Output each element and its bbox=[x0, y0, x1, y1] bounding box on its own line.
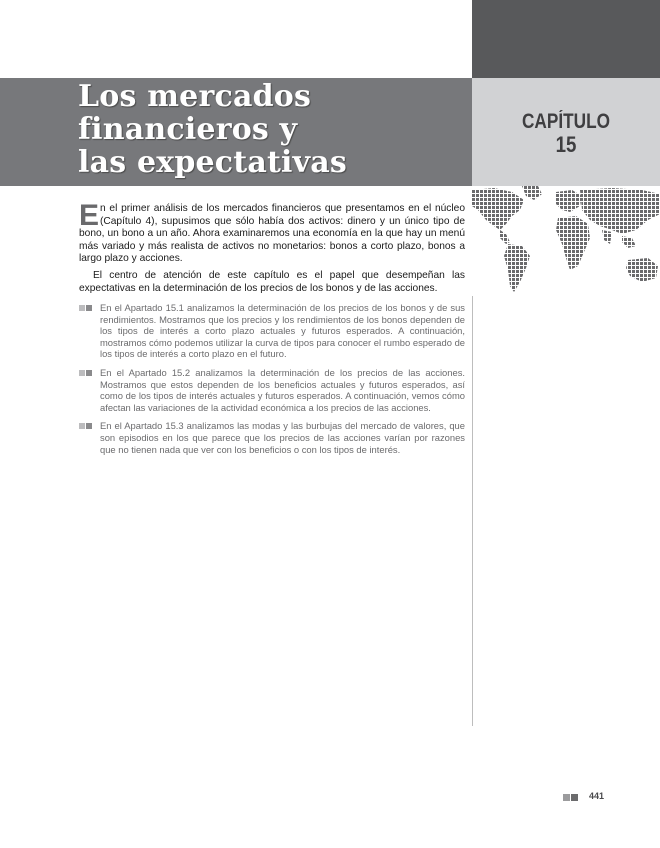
chapter-label: CAPÍTULO bbox=[521, 110, 610, 133]
list-item bbox=[79, 367, 465, 413]
section-list bbox=[79, 302, 465, 462]
drop-cap: E bbox=[79, 199, 100, 232]
intro-text: n el primer análisis de los mercados financieros que presentamos en el núcleo (Capítulo 4), supusimos que sólo había dos activos: dinero y un único tipo de bono, un bono a un año. Ahora examinaremos una economía en la que hay un menú más variado y más realista de activos no monetarios: bonos a corto plazo, bonos a largo plazo y acciones. bbox=[79, 203, 465, 265]
header-dark-block bbox=[472, 0, 660, 78]
intro-paragraph-2: El centro de atención de este capítulo es el papel que desempeñan las expectativas en la determinación de los precios de los bonos y de las acciones. bbox=[79, 270, 465, 294]
chapter-title-line: Los mercados bbox=[78, 79, 312, 114]
list-item bbox=[79, 420, 465, 455]
chapter-title bbox=[78, 80, 468, 179]
bullet-square-icon bbox=[79, 370, 95, 376]
chapter-box bbox=[472, 78, 660, 186]
chapter-number: 15 bbox=[555, 132, 577, 157]
list-item-text: En el Apartado 15.3 analizamos las modas y las burbujas del mercado de valores, que son episodios en los que parece que los precios de las acciones varían por razones que no tienen nada que ver con los beneficios o con los tipos de interés. bbox=[100, 420, 465, 455]
footer-square-icon bbox=[563, 794, 579, 801]
column-divider bbox=[472, 296, 473, 726]
list-item-text: En el Apartado 15.2 analizamos la determinación de los precios de las acciones. Mostramos que estos dependen de los beneficios actuales y futuros esperados, así como de los tipos de interés actuales y futuros esperados. A continuación, vemos cómo afectan las variaciones de la actividad económica a los precios de las acciones. bbox=[100, 366, 465, 413]
bullet-square-icon bbox=[79, 305, 95, 311]
list-item-text: En el Apartado 15.1 analizamos la determinación de los precios de los bonos y de sus rendimientos. Mostramos que los precios y los rendimientos de los bonos dependen de los tipos de interés a corto plazo actuales y futuros esperados. A continuación, mostramos cómo podemos utilizar la curva de tipos para conocer el rumbo esperado de los tipos de interés a corto plazo en el futuro. bbox=[100, 302, 465, 360]
bullet-square-icon bbox=[79, 423, 95, 429]
list-item bbox=[79, 302, 465, 360]
intro-paragraph bbox=[79, 199, 465, 266]
chapter-title-line: financieros y bbox=[78, 112, 298, 147]
page-number: 441 bbox=[589, 791, 605, 801]
world-map-image bbox=[472, 186, 660, 296]
world-map-icon bbox=[472, 186, 660, 296]
chapter-title-line: las expectativas bbox=[78, 145, 347, 180]
